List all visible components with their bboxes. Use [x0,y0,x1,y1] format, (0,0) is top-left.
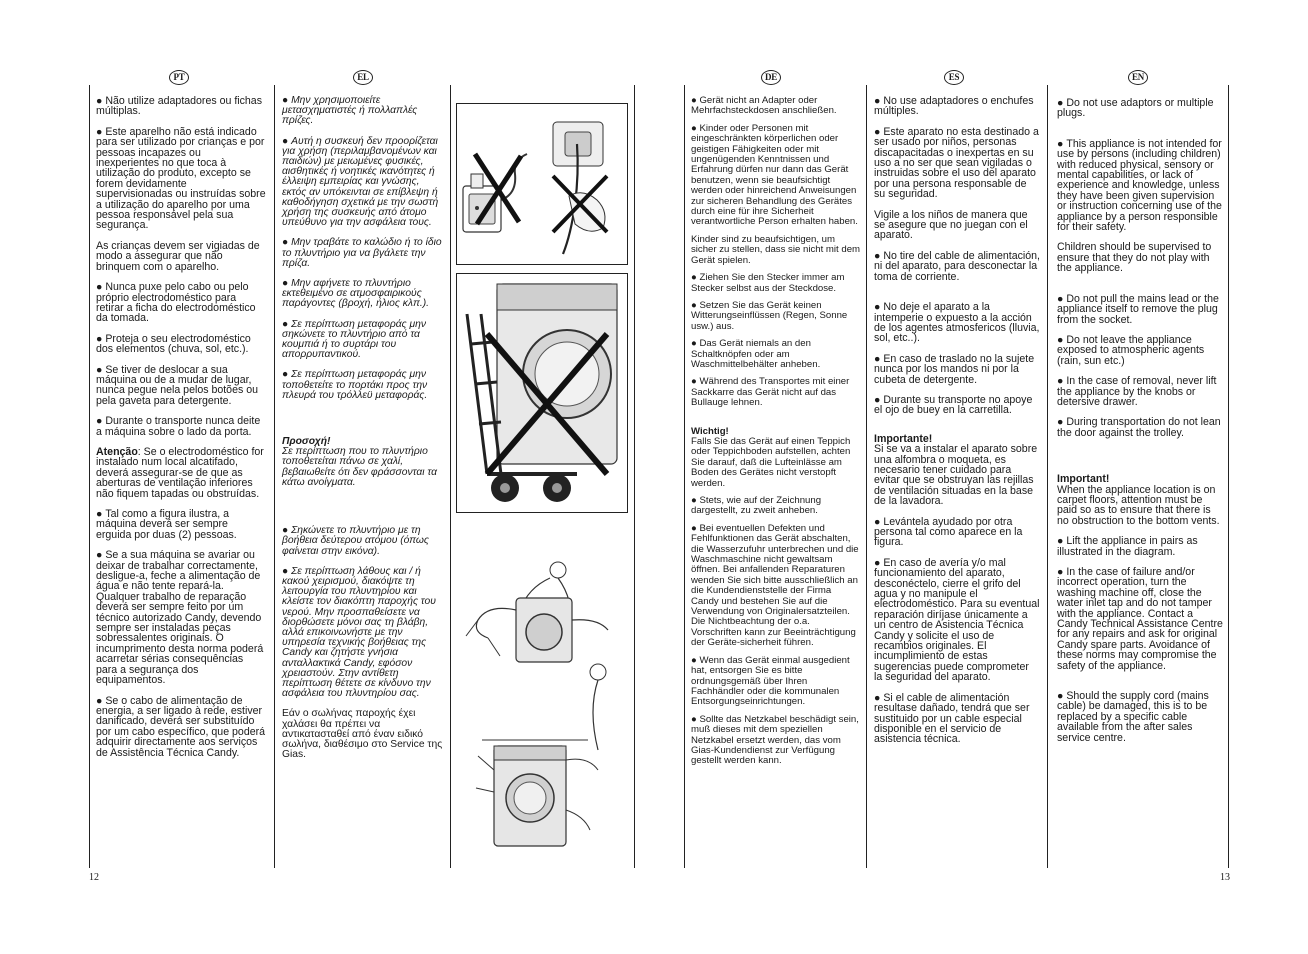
column-es [874,96,1040,755]
de-attention-label: Wichtig! [691,425,729,437]
page-number-left: 12 [89,872,99,883]
no-adaptor-illustration-icon [457,104,627,264]
el-item-7: ● Σηκώνετε το πλυντήριο με τη βοήθεια δεύτερου ατόμου (όπως φαίνεται στην εικόνα). [282,526,444,557]
de-item-8: ● Stets, wie auf der Zeichnung dargestellt, zu zweit anheben. [691,496,861,517]
de-item-11: ● Sollte das Netzkabel beschädigt sein, muß dieses mit dem speziellen Netzkabel ersetzt werden, das vom Gias-Kundendienst zur Verfügung gestellt werden kann. [691,715,861,767]
illustration-no-adaptor [456,103,628,265]
column-divider-pt-el [274,85,275,868]
illustration-two-person-lift [458,560,628,870]
lang-badge-el: EL [353,70,373,85]
column-divider-el-illus [450,85,451,868]
es-item-4: ● No tire del cable de alimentación, ni del aparato, para desconectar la toma de corriente. [874,251,1040,282]
pt-attention-text: : Se o electrodoméstico for instalado num local alcatifado, deverá assegurar-se de que as aberturas de ventilação inferiores não fiquem tapadas ou obstruídas. [96,445,264,500]
es-item-10: ● Si el cable de alimentación resultase dañado, tendrá que ser sustituido por un cable especial disponible en el servicio de asistencia técnica. [874,693,1040,745]
de-item-10: ● Wenn das Gerät einmal ausgedient hat, entsorgen Sie es bitte ordnungsgemäß über Ihren Fachhändler oder die kommunalen Entsorgungseinrichtungen. [691,656,861,708]
en-item-9: ● In the case of failure and/or incorrect operation, turn the washing machine off, close the water inlet tap and do not tamper with the appliance. Contact a Candy Technical Assistance Centre for any repairs and ask for original Candy spare parts. Avoidance of these norms may compromise the safety of the appliance. [1057,567,1223,671]
pt-item-2: ● Este aparelho não está indicado para ser utilizado por crianças e por pessoas incapazes ou inexperientes no que toca à utilização do produto, excepto se forem devidamente supervisionadas ou instruídas sobre a utilização do aparelho por uma pessoa responsável pela sua segurança. [96,127,266,231]
left-margin-rule [89,85,90,868]
es-item-3: Vigile a los niños de manera que se asegure que no juegan con el aparato. [874,208,1028,242]
de-item-7: ● Während des Transportes mit einer Sackkarre das Gerät nicht auf das Bullauge lehnen. [691,377,861,408]
el-attention-text: Σε περίπτωση που το πλυντήριο τοποθετείται πάνω σε χαλί, βεβαιωθείτε ότι δεν φράσσονται τα κάτω ανοίγματα. [282,446,437,488]
lang-badge-pt: PT [169,70,189,85]
pt-item-1: ● Não utilize adaptadores ou fichas múltiplas. [96,96,266,117]
es-item-2: ● Este aparato no esta destinado a ser usado por niños, personas discapacitadas o inexpertas en su uso a no ser que sean vigiladas o instruidas sobre el uso del aparato por una persona responsable de su seguridad. [874,127,1040,200]
right-edge-rule [634,85,635,868]
el-item-2: ● Αυτή η συσκευή δεν προορίζεται για χρήση (περιλαμβανομένων και παιδιών) με μειωμένες φυσικές, αισθητικές ή νοητικές ικανότητες ή έλλειψη εμπειρίας και γνώσης, εκτός αν υπόκεινται σε επίβλεψη ή καθοδήγηση σχετικά με την σωστή χρήση της συσκευής από άτομο υπεύθυνο για την ασφάλεια τους. [282,137,444,229]
column-pt [96,96,266,768]
lang-badge-de: DE [761,70,781,85]
lang-badge-es: ES [944,70,964,85]
pt-attention [96,447,266,499]
el-item-3: ● Μην τραβάτε το καλώδιο ή το ίδιο το πλυντήριο για να βγάλετε την πρίζα. [282,238,444,269]
two-person-lift-illustration-icon [458,560,628,870]
de-item-4: ● Ziehen Sie den Stecker immer am Stecker selbst aus der Steckdose. [691,273,861,294]
el-item-1: ● Μην χρησιμοποιείτε μετασχηματιστές ή πολλαπλές πρίζες. [282,96,444,127]
de-item-9: ● Bei eventuellen Defekten und Fehlfunktionen das Gerät abschalten, die Wasserzufuhr unterbrechen und die Waschmaschine nicht gewaltsam öffnen. Bei anfallenden Reparaturen wenden Sie sich bitte ausschließlich an die Kundendienststelle der Firma Candy und bestehen Sie auf die Verwendung von Originalersatzteilen. Die Nichtbeachtung der o.a. Vorschriften kann zur Beeinträchtigung der Geräte-sicherheit führen. [691,524,861,649]
en-item-4: ● Do not pull the mains lead or the appliance itself to remove the plug from the socket. [1057,294,1223,325]
pt-item-3: As crianças devem ser vigiadas de modo a assegurar que não brinquem com o aparelho. [96,239,260,273]
el-item-8: ● Σε περίπτωση λάθους και / ή κακού χειρισμού, διακόψτε τη λειτουργία του πλυντηρίου και κλείστε τον διακόπτη παροχής του νερού. Μην προσπαθείσετε να διορθώσετε μόνοι σας τη βλάβη, αλλά επικοινωνήστε με την υπηρεσία τεχνικής βοήθειας της Candy και ζητήστε γνήσια ανταλλακτικά Candy, εφόσον χρειαστούν. Στην αντίθετη περίπτωση θέτετε σε κίνδυνο την ασφάλεια του πλυντηρίου σας. [282,567,444,700]
en-item-3: Children should be supervised to ensure that they do not play with the appliance. [1057,241,1212,275]
de-left-rule [684,85,685,868]
column-el [282,96,444,770]
en-item-8: ● Lift the appliance in pairs as illustrated in the diagram. [1057,536,1223,557]
lang-badge-en: EN [1128,70,1148,85]
en-item-2: ● This appliance is not intended for use by persons (including children) with reduced physical, sensory or mental capabilities, or lack of experience and knowledge, unless they have been given supervision or instruction concerning use of the appliance by a person responsible for their safety. [1057,139,1223,233]
pt-item-9: ● Se a sua máquina se avariar ou deixar de trabalhar correctamente, desligue-a, feche a alimentação de água e não tente repará-la. Qualquer trabalho de reparação deverá ser sempre feito por um técnico autorizado Candy, devendo sempre ser instaladas peças sobressalentes originais. O incumprimento desta norma poderá acarretar sérias consequências para a segurança dos equipamentos. [96,550,266,685]
es-item-1: ● No use adaptadores o enchufes múltiples. [874,96,1040,117]
el-item-4: ● Μην αφήνετε το πλυντήριο εκτεθειμένο σε ατμοσφαιρικούς παράγοντες (βροχή, ήλιος κλπ.). [282,279,444,310]
pt-item-7: ● Durante o transporte nunca deite a máquina sobre o lado da porta. [96,416,266,437]
el-item-6: ● Σε περίπτωση μεταφοράς μην τοποθετείτε το πορτάκι προς την πλευρά του τρόλλεϋ μεταφοράς. [282,370,444,401]
page-number-right: 13 [1220,872,1230,883]
pt-item-5: ● Proteja o seu electrodoméstico dos elementos (chuva, sol, etc.). [96,334,266,355]
es-item-5: ● No deje el aparato a la intemperie o expuesto a la acción de los agentes atmosfericos (lluvia, sol, etc..). [874,302,1040,344]
en-item-1: ● Do not use adaptors or multiple plugs. [1057,98,1223,119]
column-de [691,96,861,774]
el-item-5: ● Σε περίπτωση μεταφοράς μην σηκώνετε το πλυντήριο από τα κουμπιά ή το συρτάρι του απορρυπαντικού. [282,320,444,361]
pt-item-10: ● Se o cabo de alimentação de energia, a ser ligado à rede, estiver danificado, deverá ser substituído por um cabo específico, que poderá adquirir directamente aos serviços de Assistência Técnica Candy. [96,696,266,758]
en-item-10: ● Should the supply cord (mains cable) be damaged, this is to be replaced by a specific cable available from the after sales service centre. [1057,691,1223,743]
pt-attention-label: Atenção [96,445,138,458]
el-item-9: Εάν ο σωλήνας παροχής έχει χαλάσει θα πρέπει να αντικατασταθεί από έναν ειδικό σωλήνα, διαθέσιμο στο Service της Gias. [282,708,443,761]
de-item-2: ● Kinder oder Personen mit eingeschränkten körperlichen oder geistigen Fähigkeiten oder mit ungenügenden Kenntnissen und Erfahrung dürfen nur dann das Gerät benutzen, wenn sie beaufsichtigt werden oder hinreichend Anweisungen zur sicheren Behandlung des Gerätes durch eine für ihre Sicherheit verantwortliche Person erhalten haben. [691,124,861,228]
column-divider-de-es [866,85,867,868]
es-item-6: ● En caso de traslado no la sujete nunca por los mandos ni por la cubeta de detergente. [874,354,1040,385]
en-item-7: ● During transportation do not lean the door against the trolley. [1057,417,1223,438]
en-item-5: ● Do not leave the appliance exposed to atmospheric agents (rain, sun etc.) [1057,335,1223,366]
de-attention-text: Falls Sie das Gerät auf einen Teppich oder Teppichboden aufstellen, achten Sie darauf, daß die Lufteinlässe am Boden des Gerätes nicht verstopft werden. [691,435,851,489]
column-en [1057,98,1223,753]
es-attention-label: Importante! [874,432,933,445]
de-item-6: ● Das Gerät niemals an den Schaltknöpfen oder am Waschmittelbehälter anheben. [691,339,861,370]
de-item-5: ● Setzen Sie das Gerät keinen Witterungseinflüssen (Regen, Sonne usw.) aus. [691,301,861,332]
en-item-6: ● In the case of removal, never lift the appliance by the knobs or detersive drawer. [1057,376,1223,407]
en-attention-label: Important! [1057,473,1110,486]
es-item-9: ● En caso de avería y/o mal funcionamiento del aparato, desconéctelo, cierre el grifo del agua y no manipule el electrodoméstico. Para su eventual reparación diríjase únicamente a un centro de Asistencia Técnica Candy y solicite el uso de recambios originales. El incumplimiento de estas sugerencias puede comprometer la seguridad del aparato. [874,558,1040,683]
right-page [654,0,1308,954]
right-margin-rule [1228,85,1229,868]
pt-item-8: ● Tal como a figura ilustra, a máquina deverá ser sempre erguida por duas (2) pessoas. [96,509,266,540]
no-trolley-illustration-icon [457,274,627,512]
pt-item-4: ● Nunca puxe pelo cabo ou pelo próprio electrodoméstico para retirar a ficha do electrodoméstico da tomada. [96,282,266,324]
de-item-1: ● Gerät nicht an Adapter oder Mehrfachsteckdosen anschließen. [691,96,861,117]
column-divider-es-en [1047,85,1048,868]
es-item-8: ● Levántela ayudado por otra persona tal como aparece en la figura. [874,517,1040,548]
es-attention-text: Si se va a instalar el aparato sobre una alfombra o moqueta, es necesario tener cuidado para evitar que se obstruyan las rejillas de ventilación situadas en la base de la lavadora. [874,443,1038,508]
en-attention-text: When the appliance location is on carpet floors, attention must be paid so as to ensure that there is no obstruction to the bottom vents. [1057,483,1220,527]
pt-item-6: ● Se tiver de deslocar a sua máquina ou de a mudar de lugar, nunca pegue nela pelos botões ou pela gaveta para detergente. [96,365,266,407]
illustration-no-trolley [456,273,628,513]
es-item-7: ● Durante su transporte no apoye el ojo de buey en la carretilla. [874,395,1040,416]
de-item-3: Kinder sind zu beaufsichtigen, um sicher zu stellen, dass sie nicht mit dem Gerät spielen. [691,233,861,266]
el-attention-label: Προσοχή! [282,436,331,448]
